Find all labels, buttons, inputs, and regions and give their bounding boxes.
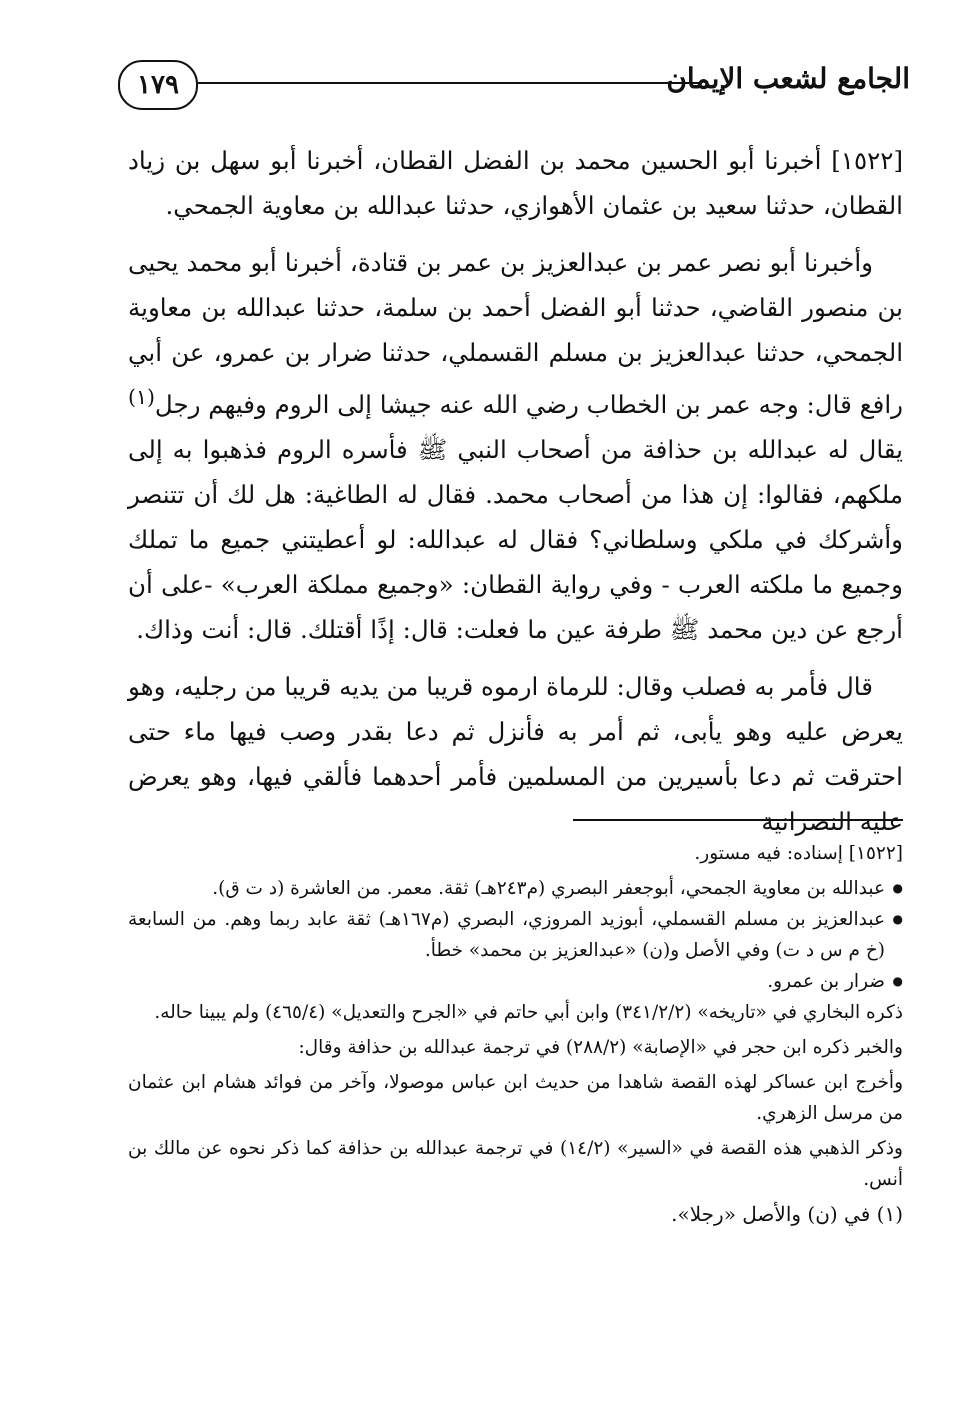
page-number: ١٧٩ <box>118 60 198 110</box>
header-rule <box>198 82 700 84</box>
footnote-isnad: [١٥٢٢] إسناده: فيه مستور. <box>694 843 903 864</box>
narrator-item: ● ضرار بن عمرو. <box>128 966 903 997</box>
page-header <box>118 58 910 120</box>
narrator-item: ● عبدالله بن معاوية الجمحي، أبوجعفر البصري (م٢٤٣هـ) ثقة. معمر. من العاشرة (د ت ق). <box>128 873 903 904</box>
footnote-1: (١) في (ن) والأصل «رجلا». <box>671 1202 903 1226</box>
narrator-item: ● عبدالعزيز بن مسلم القسملي، أبوزيد المروزي، البصري (م١٦٧هـ) ثقة عابد ربما وهم. من السابعة (خ م س د ت) وفي الأصل و(ن) «عبدالعزيز بن محمد» خطأ. <box>128 904 903 966</box>
footnotes <box>128 838 903 1234</box>
footnote-note: ذكره البخاري في «تاريخه» (٣٤١/٢/٢) وابن أبي حاتم في «الجرح والتعديل» (٤٦٥/٤) ولم يبينا حاله. <box>154 1002 903 1023</box>
hadith-story-paragraph <box>128 240 903 652</box>
footnote-reference-1: (١) <box>128 385 155 409</box>
hadith-continuation-paragraph: قال فأمر به فصلب وقال: للرماة ارموه قريبا من يديه قريبا من رجليه، وهو يعرض عليه وهو يأبى، ثم أمر به فأنزل ثم دعا بقدر وصب فيها ماء حتى احترقت ثم دعا بأسيرين من المسلمين فأمر أحدهما فألقي فيها، وهو يعرض عليه النصرانية <box>128 672 903 837</box>
story-text-part-2: يقال له عبدالله بن حذافة من أصحاب النبي ﷺ فأسره الروم فذهبوا به إلى ملكهم، فقالوا: إن هذا من أصحاب محمد. فقال له الطاغية: هل لك أن تتنصر وأشركك في ملكي وسلطاني؟ فقال له عبدالله: لو أعطيتني جميع ما تملك وجميع ما ملكته العرب - وفي رواية القطان: «وجميع مملكة العرب» -على أن أرجع عن دين محمد ﷺ طرفة عين ما فعلت: قال: إذًا أقتلك. قال: أنت وذاك. <box>128 435 903 645</box>
story-text-part-1: وأخبرنا أبو نصر عمر بن عبدالعزيز بن عمر بن قتادة، أخبرنا أبو محمد يحيى بن منصور القاضي، حدثنا أبو الفضل أحمد بن سلمة، حدثنا عبدالله بن معاوية الجمحي، حدثنا عبدالعزيز بن مسلم القسملي، حدثنا ضرار بن عمرو، عن أبي رافع قال: وجه عمر بن الخطاب رضي الله عنه جيشا إلى الروم وفيهم رجل <box>128 248 903 420</box>
main-text <box>128 138 903 856</box>
footnote-note: وذكر الذهبي هذه القصة في «السير» (١٤/٢) في ترجمة عبدالله بن حذافة كما ذكر نحوه عن مالك بن أنس. <box>128 1138 903 1190</box>
footnote-separator <box>573 819 903 821</box>
narrator-list <box>128 873 903 997</box>
footnote-note: والخبر ذكره ابن حجر في «الإصابة» (٢٨٨/٢) في ترجمة عبدالله بن حذافة وقال: <box>298 1037 903 1058</box>
book-title: الجامع لشعب الإيمان <box>666 62 910 95</box>
footnote-note: وأخرج ابن عساكر لهذه القصة شاهدا من حديث ابن عباس موصولا، وآخر من فوائد هشام ابن عثمان من مرسل الزهري. <box>128 1072 903 1124</box>
hadith-isnad-paragraph: [١٥٢٢] أخبرنا أبو الحسين محمد بن الفضل القطان، أخبرنا أبو سهل بن زياد القطان، حدثنا سعيد بن عثمان الأهوازي، حدثنا عبدالله بن معاوية الجمحي. <box>128 146 903 220</box>
